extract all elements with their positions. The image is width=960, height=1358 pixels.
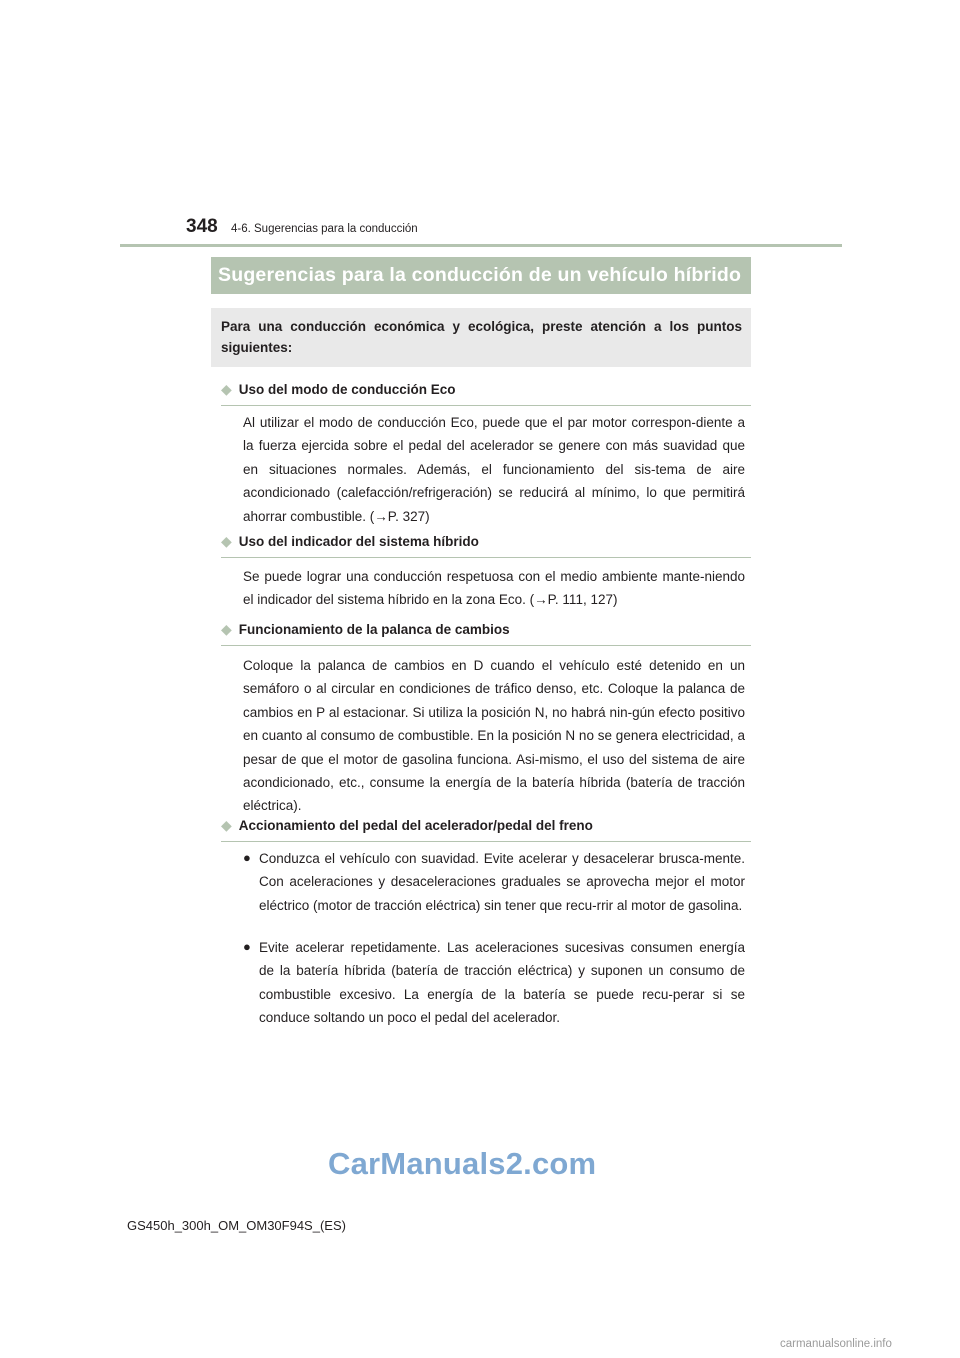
diamond-bullet-icon: ◆ (221, 817, 232, 833)
diamond-bullet-icon: ◆ (221, 381, 232, 397)
subheading-text: Accionamiento del pedal del acelerador/pedal del freno (238, 818, 593, 833)
subheading-eco-mode (221, 381, 751, 406)
subheading-shift-lever (221, 621, 751, 646)
paragraph-hybrid-indicator: Se puede lograr una conducción respetuosa con el medio ambiente mante-niendo el indicador del sistema híbrido en la zona Eco. (→P. 111, 127) (243, 569, 745, 608)
subheading-text: Uso del indicador del sistema híbrido (238, 534, 479, 549)
section-path: 4-6. Sugerencias para la conducción (231, 223, 418, 235)
document-code: GS450h_300h_OM_OM30F94S_(ES) (127, 1218, 346, 1233)
diamond-bullet-icon: ◆ (221, 621, 232, 637)
subheading-text: Funcionamiento de la palanca de cambios (238, 622, 510, 637)
list-item: Conduzca el vehículo con suavidad. Evite acelerar y desacelerar brusca-mente. Con aceleraciones y desaceleraciones graduales se aprovecha mejor el motor eléctrico (motor de tracción eléctrica) sin tener que recu-rrir al motor de gasolina. (259, 851, 745, 913)
bullet-dot-icon: ● (243, 850, 251, 865)
diamond-bullet-icon: ◆ (221, 533, 232, 549)
corner-watermark: carmanualsonline.info (780, 1338, 892, 1350)
watermark-logo: CarManuals2.com (328, 1146, 597, 1181)
page-number: 348 (186, 216, 218, 237)
list-item: Evite acelerar repetidamente. Las aceleraciones sucesivas consumen energía de la batería híbrida (batería de tracción eléctrica) y suponen un consumo de combustible excesivo. La energía de la batería se puede recu-perar si se conduce soltando un poco el pedal del acelerador. (259, 940, 745, 1026)
header-divider (120, 244, 842, 247)
intro-text: Para una conducción económica y ecológica, preste atención a los puntos siguientes: (221, 319, 742, 355)
bullet-dot-icon: ● (243, 939, 251, 954)
subheading-pedals (221, 817, 751, 842)
section-title: Sugerencias para la conducción de un vehículo híbrido (211, 257, 751, 294)
paragraph-shift-lever: Coloque la palanca de cambios en D cuando el vehículo esté detenido en un semáforo o al circular en condiciones de tráfico denso, etc. Coloque la palanca de cambios en P al estacionar. Si utiliza la posición N, no habrá nin-gún efecto positivo en cuanto al consumo de combustible. En la posición N no se genera electricidad, a pesar de que el motor de gasolina funciona. Asi-mismo, el uso del sistema de aire acondicionado, etc., consume la energía de la batería híbrida (batería de tracción eléctrica). (243, 658, 745, 814)
paragraph-eco-mode: Al utilizar el modo de conducción Eco, puede que el par motor correspon-diente a la fuerza ejercida sobre el pedal del acelerador se genere con más suavidad que en situaciones normales. Además, el funcionamiento del sis-tema de aire acondicionado (calefacción/refrigeración) se reducirá al mínimo, lo que permitirá ahorrar combustible. (→P. 327) (243, 415, 745, 524)
subheading-text: Uso del modo de conducción Eco (238, 382, 456, 397)
subheading-hybrid-indicator (221, 533, 751, 558)
intro-box (211, 308, 751, 367)
